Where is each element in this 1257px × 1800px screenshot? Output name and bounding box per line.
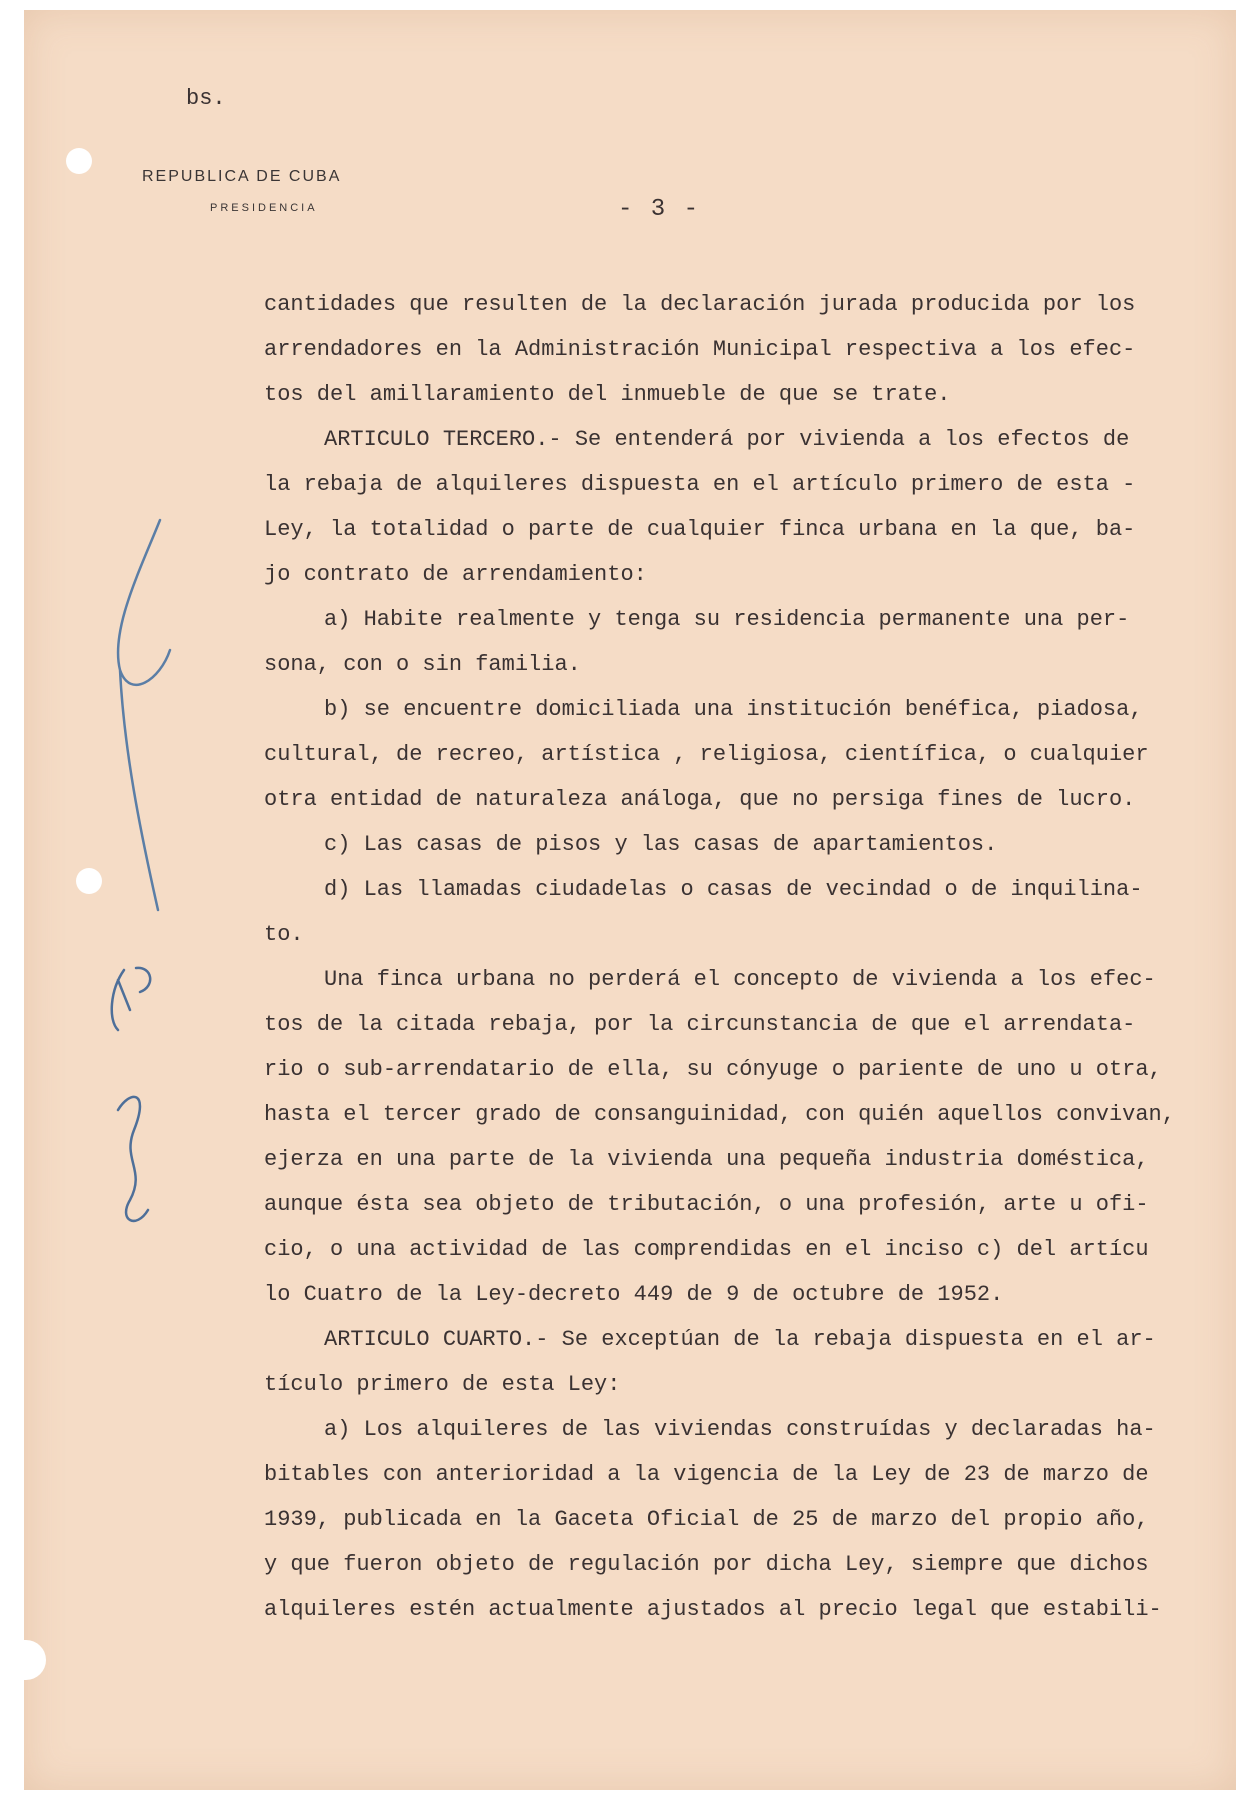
text-line: tículo primero de esta Ley: xyxy=(264,1372,621,1397)
text-line: tos del amillaramiento del inmueble de que se trate. xyxy=(264,382,951,407)
text-line: lo Cuatro de la Ley-decreto 449 de 9 de octubre de 1952. xyxy=(264,1282,1004,1307)
letterhead-office: PRESIDENCIA xyxy=(210,202,318,214)
torn-edge xyxy=(10,1640,46,1680)
text-line: b) se encuentre domiciliada una institución benéfica, piadosa, xyxy=(324,697,1143,722)
punch-hole-bottom xyxy=(76,868,102,894)
text-line: cantidades que resulten de la declaración jurada producida por los xyxy=(264,292,1136,317)
text-line: Ley, la totalidad o parte de cualquier finca urbana en la que, ba- xyxy=(264,517,1136,542)
text-line: Una finca urbana no perderá el concepto de vivienda a los efec- xyxy=(324,967,1156,992)
text-line: jo contrato de arrendamiento: xyxy=(264,562,647,587)
text-line: ejerza en una parte de la vivienda una pequeña industria doméstica, xyxy=(264,1147,1149,1172)
text-line: to. xyxy=(264,922,304,947)
text-line: sona, con o sin familia. xyxy=(264,652,581,677)
text-line: hasta el tercer grado de consanguinidad, con quién aquellos convivan, xyxy=(264,1102,1175,1127)
handwritten-initials-signature xyxy=(100,510,210,1270)
text-line: cultural, de recreo, artística , religiosa, científica, o cualquier xyxy=(264,742,1149,767)
text-line: a) Los alquileres de las viviendas construídas y declaradas ha- xyxy=(324,1417,1156,1442)
text-line: cio, o una actividad de las comprendidas en el inciso c) del artícu xyxy=(264,1237,1149,1262)
text-line: rio o sub-arrendatario de ella, su cónyuge o pariente de uno u otra, xyxy=(264,1057,1162,1082)
text-line: la rebaja de alquileres dispuesta en el artículo primero de esta - xyxy=(264,472,1136,497)
text-line: aunque ésta sea objeto de tributación, o una profesión, arte u ofi- xyxy=(264,1192,1149,1217)
text-line: d) Las llamadas ciudadelas o casas de vecindad o de inquilina- xyxy=(324,877,1143,902)
text-line: otra entidad de naturaleza análoga, que no persiga fines de lucro. xyxy=(264,787,1136,812)
text-line: 1939, publicada en la Gaceta Oficial de 25 de marzo del propio año, xyxy=(264,1507,1149,1532)
page-number: - 3 - xyxy=(618,196,701,223)
text-line: ARTICULO TERCERO.- Se entenderá por vivienda a los efectos de xyxy=(324,427,1130,452)
text-line: y que fueron objeto de regulación por dicha Ley, siempre que dichos xyxy=(264,1552,1149,1577)
document-body xyxy=(264,282,1175,1632)
typist-initials: bs. xyxy=(186,86,226,111)
text-line: bitables con anterioridad a la vigencia de la Ley de 23 de marzo de xyxy=(264,1462,1149,1487)
text-line: tos de la citada rebaja, por la circunstancia de que el arrendata- xyxy=(264,1012,1136,1037)
text-line: alquileres estén actualmente ajustados al precio legal que estabili- xyxy=(264,1597,1162,1622)
punch-hole-top xyxy=(66,148,92,174)
text-line: c) Las casas de pisos y las casas de apartamientos. xyxy=(324,832,998,857)
letterhead-org: REPUBLICA DE CUBA xyxy=(142,168,342,185)
text-line: a) Habite realmente y tenga su residencia permanente una per- xyxy=(324,607,1130,632)
text-line: ARTICULO CUARTO.- Se exceptúan de la rebaja dispuesta en el ar- xyxy=(324,1327,1156,1352)
text-line: arrendadores en la Administración Municipal respectiva a los efec- xyxy=(264,337,1136,362)
